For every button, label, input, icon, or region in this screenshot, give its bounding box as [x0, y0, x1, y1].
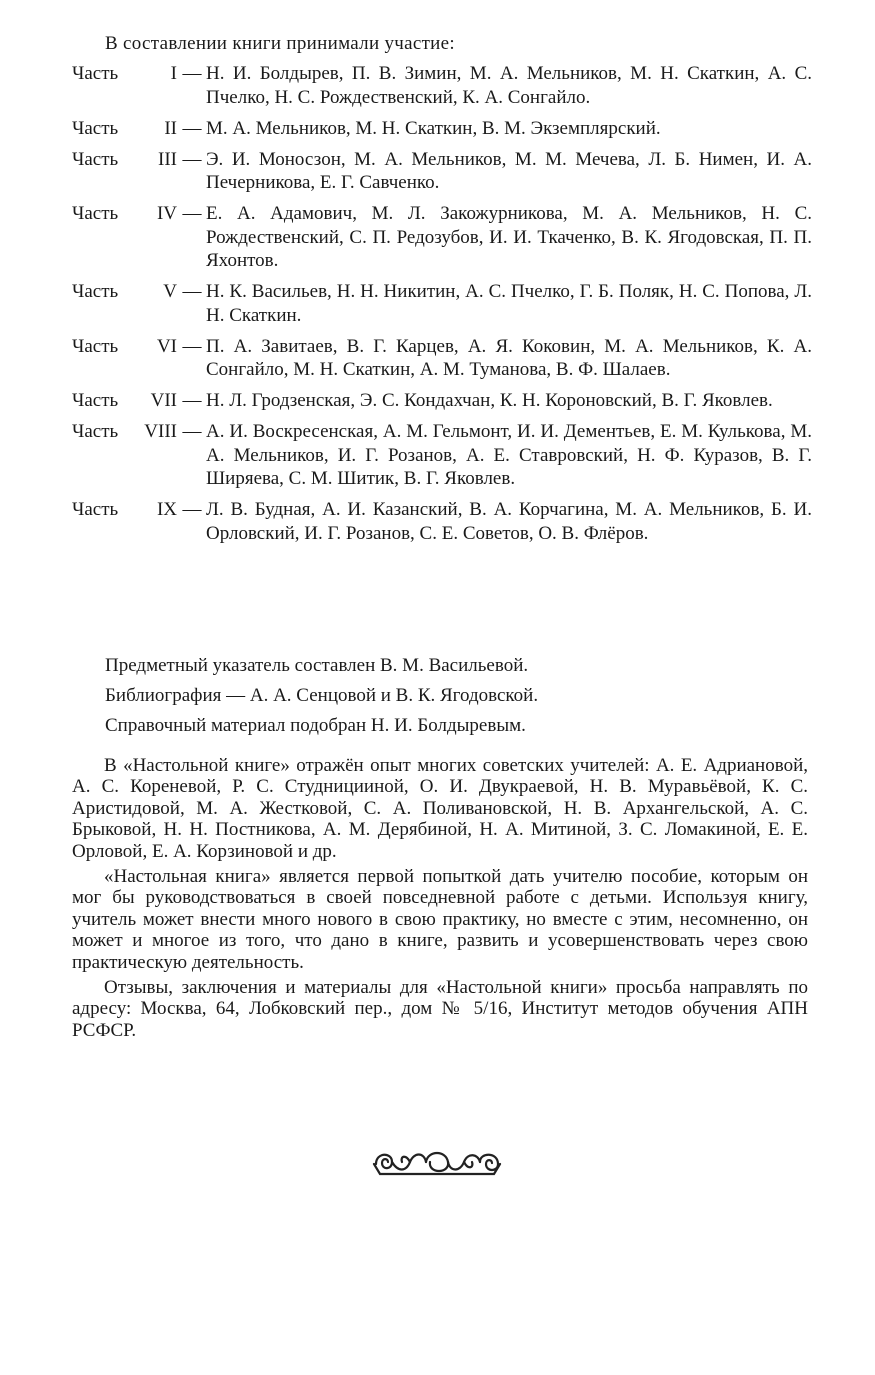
- part-dash: —: [182, 203, 202, 224]
- part-label: Часть: [72, 117, 119, 139]
- part-names: Л. В. Будная, А. И. Казанский, В. А. Корчагина, М. А. Мельников, Б. И. Орловский, И. Г. Розанов, С. Е. Советов, О. В. Флёров.: [206, 499, 812, 544]
- part-number: VII: [150, 390, 177, 411]
- part-label: Часть: [72, 421, 119, 442]
- index-credit: Предметный указатель составлен В. М. Васильевой.: [105, 655, 529, 676]
- part-label: Часть: [72, 148, 119, 170]
- part-entry: [72, 202, 812, 273]
- contributors-intro: В составлении книги принимали участие:: [105, 33, 455, 54]
- part-dash: —: [182, 421, 202, 442]
- part-dash: —: [182, 499, 202, 520]
- part-label: Часть: [72, 203, 119, 224]
- part-dash: —: [182, 117, 202, 139]
- contributors-list: [72, 62, 812, 553]
- part-names: Н. И. Болдырев, П. В. Зимин, М. А. Мельников, М. Н. Скаткин, А. С. Пчелко, Н. С. Рождественский, К. А. Сонгайло.: [206, 63, 812, 108]
- part-entry: [72, 148, 812, 195]
- part-dash: —: [182, 390, 202, 411]
- feedback-paragraph: Отзывы, заключения и материалы для «Настольной книги» просьба направлять по адресу: Москва, 64, Лобковский пер., дом № 5/16, Институт методов обучения АПН РСФСР.: [72, 977, 808, 1041]
- part-number: VI: [156, 335, 177, 357]
- part-names: Э. И. Моносзон, М. А. Мельников, М. М. Мечева, Л. Б. Нимен, И. А. Печерникова, Е. Г. Савченко.: [206, 148, 812, 193]
- part-label: Часть: [72, 335, 119, 357]
- part-dash: —: [182, 335, 202, 357]
- experience-paragraph: В «Настольной книге» отражён опыт многих советских учителей: А. Е. Адриановой, А. С. Кореневой, Р. С. Студницииной, О. И. Двукраевой, Н. В. Муравьёвой, К. С. Аристидовой, М. А. Жестковой, С. А. Поливановской, Н. В. Архангельской, А. С. Брыковой, Н. Н. Постникова, А. М. Дерябиной, Н. А. Митиной, З. С. Ломакиной, Е. Е. Орловой, Е. А. Корзиновой и др.: [72, 755, 808, 862]
- part-dash: —: [182, 63, 202, 84]
- reference-credit: Справочный материал подобран Н. И. Болдыревым.: [105, 715, 526, 736]
- notes-section: [72, 755, 808, 1045]
- part-entry: [72, 280, 812, 327]
- part-entry: [72, 498, 812, 545]
- part-label: Часть: [72, 499, 119, 520]
- part-number: III: [158, 148, 177, 170]
- part-entry: [72, 335, 812, 382]
- part-label: Часть: [72, 281, 119, 302]
- part-number: I: [170, 63, 177, 84]
- part-number: IX: [156, 499, 177, 520]
- part-number: II: [164, 117, 177, 139]
- part-number: VIII: [144, 421, 177, 442]
- ornament-icon: [370, 1142, 505, 1182]
- part-names: А. И. Воскресенская, А. М. Гельмонт, И. И. Дементьев, Е. М. Кулькова, М. А. Мельников, И. Г. Розанов, А. Е. Ставровский, Н. Ф. Куразов, В. Г. Ширяева, С. М. Шитик, В. Г. Яковлев.: [206, 421, 812, 489]
- part-label: Часть: [72, 63, 119, 84]
- bibliography-credit: Библиография — А. А. Сенцовой и В. К. Ягодовской.: [105, 685, 539, 706]
- part-entry: [72, 389, 812, 413]
- part-entry: [72, 62, 812, 109]
- part-dash: —: [182, 148, 202, 170]
- part-names: П. А. Завитаев, В. Г. Карцев, А. Я. Коковин, М. А. Мельников, К. А. Сонгайло, М. Н. Скаткин, А. М. Туманова, В. Ф. Шалаев.: [206, 335, 812, 380]
- purpose-paragraph: «Настольная книга» является первой попыткой дать учителю пособие, которым он мог бы руководствоваться в своей повседневной работе с детьми. Используя книгу, учитель может внести много нового в свою практику, но вместе с этим, несомненно, он может и многое из того, что дано в книге, развить и усовершенствовать через свою практическую деятельность.: [72, 866, 808, 973]
- part-label: Часть: [72, 390, 119, 411]
- part-entry: [72, 117, 812, 141]
- part-number: V: [163, 281, 177, 302]
- part-names: Н. К. Васильев, Н. Н. Никитин, А. С. Пчелко, Г. Б. Поляк, Н. С. Попова, Л. Н. Скаткин.: [206, 281, 812, 326]
- part-names: М. А. Мельников, М. Н. Скаткин, В. М. Экземплярский.: [206, 117, 661, 139]
- part-names: Н. Л. Гродзенская, Э. С. Кондахчан, К. Н. Короновский, В. Г. Яковлев.: [206, 390, 773, 411]
- credits-extras: [105, 651, 538, 741]
- part-dash: —: [182, 281, 202, 302]
- part-names: Е. А. Адамович, М. Л. Закожурникова, М. А. Мельников, Н. С. Рождественский, С. П. Редозубов, И. И. Ткаченко, В. К. Ягодовская, П. П. Яхонтов.: [206, 203, 812, 271]
- part-number: IV: [156, 203, 177, 224]
- part-entry: [72, 420, 812, 491]
